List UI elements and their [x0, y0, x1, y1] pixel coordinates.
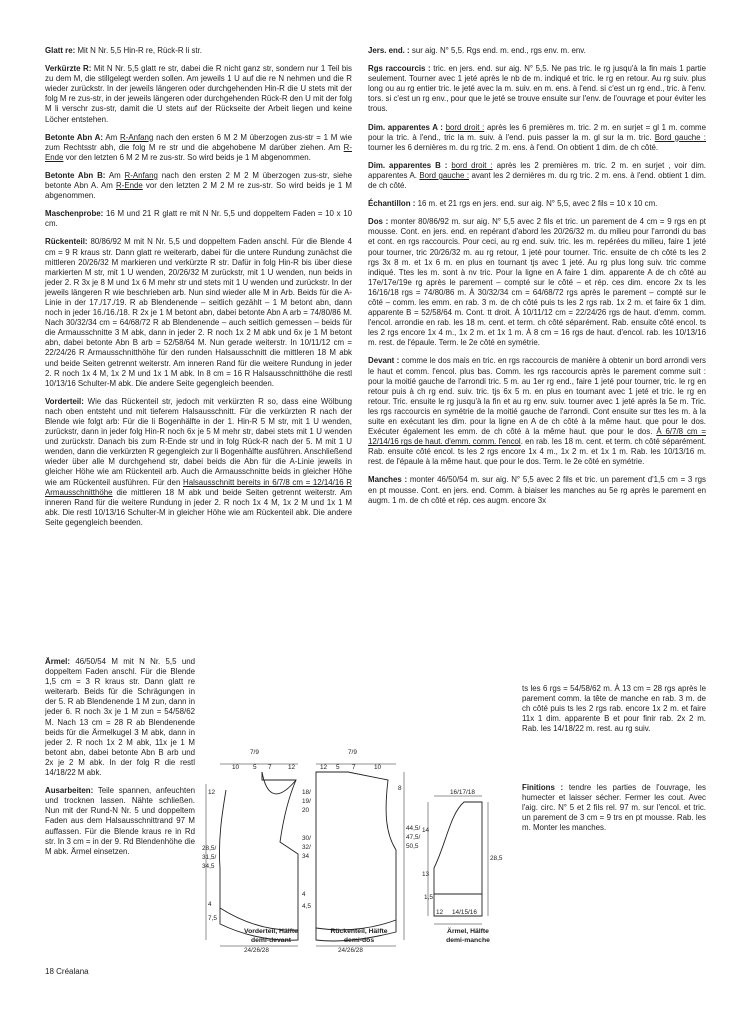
back-caption-block: Rückenteil, Hälfte demi-dos [330, 928, 388, 944]
svg-text:14: 14 [422, 827, 430, 834]
jers-paragraph: Jers. end. : sur aig. N° 5,5. Rgs end. m. end., rgs env. m. env. [368, 46, 586, 55]
french-column [368, 46, 706, 514]
rgs-raccourcis-paragraph: Rgs raccourcis : tric. en jers. end. sur aig. N° 5,5. Ne pas tric. le rg jusqu'à la fin mais 1 partie seulement. Tourner avec 1 jeté après le nb de m. indiqué et tric. le rg en retour. Au rg suiv. plus long ou au rg entier tric. le jeté avec la m. suiv. en m. ens. à l'end. si c'est un rg end., tric. à l'env. tors. si c'est un rg env., pour que le jeté se trouve ensuite sur l'env. de l'ouvrage et pour éviter les trous. [368, 64, 706, 114]
german-column [45, 46, 352, 536]
svg-text:10: 10 [232, 764, 240, 771]
svg-text:7: 7 [268, 764, 272, 771]
svg-text:28,5/: 28,5/ [202, 845, 217, 852]
devant-paragraph: Devant : comme le dos mais en tric. en rgs raccourcis de manière à obtenir un bord arrondi vers le haut et comm. l'encol. plus bas. Comm. les rgs raccourcis après le parement comme suit : pour la moitié gauche de l'arrondi tric. 5 m. au 1er rg end., faire 1 jeté pour tourner, tric. le rg en retour puis à ch rg end. suiv. tric. tjs 6x 5 m. en plus en tournant avec 1 jeté et tric. le rg en retour. Tric. ensuite le rg jusqu'à la fin et au rg env. suiv. tourner avec 1 jeté après la 5e m. Tric. les rgs raccourcis en symétrie de la moitié gauche de l'arrondi. Cont ensuite sur ttes les m. à la suite en exécutant les dim. pour la ligne en A de ch côté à la même haut. que pour le dos. Exécuter également les emm. de ch côté à la même haut. que pour le dos. À 6/7/8 cm = 12/14/16 rgs de haut. d'emm. comm. l'encol. en rab. les 18 m. cent. et term. ch côté séparément. Rab. ensuite côté encol. ts les 2 rgs encore 1x 4 m., 1x 2 m. et 1x 1 m. Rab. les 10/13/16 m. rest. de l'épaule à la même haut. que pour le dos. Term. le 2e côté en symétrie. [368, 356, 706, 467]
svg-text:28,5: 28,5 [490, 855, 503, 862]
svg-text:32/: 32/ [302, 844, 311, 851]
svg-text:8: 8 [398, 785, 402, 792]
svg-text:7: 7 [352, 764, 356, 771]
svg-text:13: 13 [422, 871, 430, 878]
svg-text:20: 20 [302, 807, 310, 814]
svg-text:4,5: 4,5 [302, 903, 311, 910]
maschenprobe-paragraph: Maschenprobe: 16 M und 21 R glatt re mit N Nr. 5,5 und doppeltem Faden = 10 x 10 cm. [45, 209, 352, 229]
armel-paragraph: Ärmel: 46/50/54 M mit N Nr. 5,5 und doppeltem Faden anschl. Für die Blende 1,5 cm = 3 R kraus str. Dann glatt re weiterarb. Beids für die Schrägungen in der 5. R ab Blendenende 1 M zun, dann in jeder 6. R noch 3x je 1 M zun = 54/58/62 M. Nach 13 cm = 28 R ab Blendenende beids für die Ärmelkugel 3 M abk, dann in jeder 2. R noch 1x 2 M abk, 11x je 1 M betont abn, dabei betonte Abn B arb und 2x je 2 M abk. In der folg R die restl 14/18/22 M abk. [45, 657, 195, 778]
sleeve-top-label: 16/17/18 [450, 789, 475, 796]
echantillon-paragraph: Échantillon : 16 m. et 21 rgs en jers. end. sur aig. N° 5,5, avec 2 fils = 10 x 10 cm. [368, 199, 658, 209]
svg-text:44,5/: 44,5/ [406, 825, 421, 832]
back-top-label: 7/9 [348, 749, 357, 756]
svg-text:5: 5 [336, 764, 340, 771]
svg-text:12: 12 [288, 764, 296, 771]
manches-paragraph: Manches : monter 46/50/54 m. sur aig. N° 5,5 avec 2 fils et tric. un parement d'1,5 cm = 3 rgs en pt mousse. Cont. en jers. end. Comm. à biaiser les manches au 5e rg après le parement en augm. 1 m. de ch côté et rép. ces augm. encore 3x [368, 475, 706, 505]
pattern-schematic [198, 744, 523, 959]
ruckenteil-paragraph: Rückenteil: 80/86/92 M mit N Nr. 5,5 und doppeltem Faden anschl. Für die Blende 4 cm = 9 R kraus str. Dann glatt re weiterarb, dabei für die untere Rundung zunächst die mittleren 20/26/32 M markieren und verkürzte R str. Dafür in folg Hin-R bis über diese markierten M str, mit 1 U wenden, 20/26/32 M zurückstr, mit 1 U wenden, nun beids in jeder 2. R 3x je 8 M und 1x 6 M mehr str und stets mit 1 U wenden und zurückstr. In der jeweils längeren R wie beschrieben arb. Nun sind wieder alle M in Arb. Beids für die A-Linie in der 17./17./19. R ab Blendenende – seitlich gezählt – 1 M betont abn, dann noch in jeder 16./16./18. R 2x je 1 M betont abn, dabei betonte Abn A arb = 74/80/86 M. Nach 30/32/34 cm = 64/68/72 R ab Blendenende – auch seitlich gemessen – beids für die Armausschnitte 3 M abk, dann in jeder 2. R noch 1x 2 M abk und 6x je 1 M betont abn, dabei betonte Abn B arb = 52/58/64 M. Nun gerade weiterstr. In 10/11/12 cm = 22/24/26 R Armausschnitthöhe für den runden Halsausschnitt die mittleren 18 M abk und beide Seiten getrennt weiterstr. Am inneren Rand für die weitere Rundung in jeder 2. R noch 1x 4 M, 1x 2 M und 1x 1 M abk. In 8 cm = 16 R Halsausschnitthöhe die restl 10/13/16 Schulter-M abk. Die andere Seite gegengleich beenden. [45, 237, 352, 388]
svg-text:5: 5 [253, 764, 257, 771]
svg-text:24/26/28: 24/26/28 [244, 947, 269, 954]
svg-text:19/: 19/ [302, 798, 311, 805]
finitions-paragraph: Finitions : tendre les parties de l'ouvrage, les humecter et laisser sécher. Fermer les cout. Avec l'aig. circ. N° 5 et 2 fils rel. 97 m. sur l'encol. et tric. un parement de 3 cm = 9 trs en pt mousse. Rab. les m. Monter les manches. [522, 783, 707, 833]
svg-text:24/26/28: 24/26/28 [338, 947, 363, 954]
svg-text:50,5: 50,5 [406, 843, 419, 850]
svg-text:31,5/: 31,5/ [202, 854, 217, 861]
dim-a-paragraph: Dim. apparentes A : bord droit : après les 6 premières m. tric. 2 m. en surjet = gl 1 m. comme pour la tric. à l'end., tric la m. suiv. à l'end. puis passer la m. gl sur la m. tric. Bord gauche : tourner les 6 dernières m. du rg tric. 2 m. ens. à l'end. On obtient 1 dim. de ch côté. [368, 122, 707, 152]
svg-text:10: 10 [374, 764, 382, 771]
svg-text:12: 12 [320, 764, 328, 771]
sleeve-caption-block: Ärmel, Hälfte demi-manche [446, 928, 490, 944]
dos-paragraph: Dos : monter 80/86/92 m. sur aig. N° 5,5 avec 2 fils et tric. un parement de 4 cm = 9 rgs en pt mousse. Cont. en jers. end. en repérant d'abord les 20/26/32 m. du milieu pour l'arrondi du bas et cont. en rgs raccourcis. Pour ceci, au rg end. suiv. tric. les m. repérées du milieu, faire 1 jeté pour tourner, tric 20/26/32 m. au rg retour, 1 jeté pour tourner. Tric. ensuite de ch côté ts les 2 rgs 3x 8 m. et 1x 6 m. en plus en tournant tjs avec 1 jeté. Au rg plus long suiv. tric comme indiqué. Ttes les m. sont à nv tric. Pour la ligne en A faire 1 dim. apparente A de ch côté au 17e/17e/19e rg après le parement – compté sur le côté – et rép. ces dim. encore 2x ts les 16/16/18 rgs = 74/80/86 m. À 30/32/34 cm = 64/68/72 rgs après le parement – compté sur le côté – comm. les emm. en rab. 3 m. de ch côté puis ts les 2 rgs rab. 1x 2 m. et faire 6x 1 dim. apparente B = 52/58/64 m. Cont. tt droit. À 10/11/12 cm = 22/24/26 rgs de haut. d'emm. comm. l'encol. arrondie en rab. les 18 m. cent. et term. ch côté séparément. Rab. ensuite côté encol. ts les 2 rgs encore 1x 4 m., 1x 2 m. et 1x 1 m. À 8 cm = 16 rgs de haut. d'encol. rab. les 10/13/16 m. rest. de l'épaule. Term. le 2e côté en symétrie. [368, 217, 706, 348]
svg-text:12: 12 [208, 789, 216, 796]
sleeve-half-outline [434, 802, 482, 916]
svg-text:18/: 18/ [302, 789, 311, 796]
front-hem-curve [220, 908, 298, 930]
svg-text:12: 12 [436, 909, 444, 916]
glatt-paragraph: Glatt re: Mit N Nr. 5,5 Hin-R re, Rück-R li str. [45, 46, 202, 55]
page-footer: 18 Créalana [45, 967, 89, 976]
front-top-label: 7/9 [250, 749, 259, 756]
svg-text:34: 34 [302, 853, 310, 860]
front-neckline [262, 772, 296, 794]
armel-ausarbeiten-column [45, 657, 195, 865]
svg-text:4: 4 [302, 891, 306, 898]
svg-text:1,5: 1,5 [424, 894, 433, 901]
back-half-outline [316, 772, 396, 941]
ausarbeiten-paragraph: Ausarbeiten: Teile spannen, anfeuchten und trocknen lassen. Nähte schließen. Nun mit der Rund-N Nr. 5 und doppeltem Faden aus dem Halsausschnittrand 97 M auffassen. Für die Blende kraus re in Rd str. In 3 cm = in der 9. Rd Blendenhöhe die M abk. Ärmel einsetzen. [45, 786, 195, 856]
dim-b-paragraph: Dim. apparentes B : bord droit : après les 2 premières m. tric. 2 m. en surjet , voir dim. apparentes A. Bord gauche : avant les 2 dernières m. du rg tric. 2 m. ens. à l'end. obtient 1 dim. de ch côté. [368, 160, 706, 191]
svg-text:47,5/: 47,5/ [406, 834, 421, 841]
svg-text:4: 4 [208, 901, 212, 908]
manches-continued: ts les 6 rgs = 54/58/62 m. À 13 cm = 28 rgs après le parement comm. la tête de manche en rab. 3 m. de ch côté puis ts les 2 rgs rab. encore 1x 2 m. et faire 11x 1 dim. apparente B et pour finir rab. 2x 2 m. Rab. les 14/18/22 m. rest. au rg suiv. [522, 684, 706, 734]
svg-text:7,5: 7,5 [208, 915, 217, 922]
verkurzte-paragraph: Verkürzte R: Mit N Nr. 5,5 glatt re str, dabei die R nicht ganz str, sondern nur 1 Teil bis zu dem M, die stillgelegt werden sollen. Am jeweils 1 U auf die re N nehmen und die R wieder zurückstr. In der jeweils längeren oder durchgehenden Hin-R die U stets mit der folg M re zus-str, in der jeweils längeren oder durchgehenden Rück-R den U mit der folg M li verschr zus-str, damit die U stets auf der Rückseite der Arbeit liegen und keine Löcher entstehen. [45, 64, 353, 124]
svg-text:34,5: 34,5 [202, 863, 215, 870]
abn-a-paragraph: Betonte Abn A: Am R-Anfang nach den ersten 6 M 2 M überzogen zus-str = 1 M wie zum Rechtsstr abh, die folg M re str und die abgehobene M darüber ziehen. Am R-Ende vor den letzten 6 M 2 M re zus-str. So wird beids je 1 M abgenommen. [45, 132, 352, 162]
abn-b-paragraph: Betonte Abn B: Am R-Anfang nach den ersten 2 M 2 M überzogen zus-str, siehe betonte Abn A. Am R-Ende vor den letzten 2 M 2 M re zus-str. So wird beids je 1 M abgenommen. [45, 170, 352, 201]
svg-text:30/: 30/ [302, 835, 311, 842]
vorderteil-paragraph: Vorderteil: Wie das Rückenteil str, jedoch mit verkürzten R so, dass eine Wölbung nach oben entsteht und mit tieferem Halsausschnitt. Für die verkürzten R nach der Blende wie folgt arb: Für die li Bogenhälfte in der 1. Hin-R 5 M str, mit 1 U wenden, zurückstr, dann in jeder folg Hin-R noch 6x je 5 M mehr str, dabei stets mit 1 U wenden und zurückstr. Danach bis zum R-Ende str und in folg Rück-R nach der 5. M mit 1 U wenden, dann die verkürzten R gegengleich zur li Bogenhälfte ausführen. Anschließend wieder über alle M durchgehend str, dabei beids die Abn für die A-Linie jeweils in gleicher Höhe wie am Rückenteil arb. Auch die Armausschnitte beids in gleicher Höhe wie am Rückenteil ausführen. Für den Halsausschnitt bereits in 6/7/8 cm = 12/14/16 R Armausschnitthöhe die mittleren 18 M abk und beide Seiten getrennt weiterstr. Am inneren Rand für die weitere Rundung in jeder 2. R noch 1x 4 M, 1x 2 M und 1x 1 M abk. Die restl 10/13/16 Schulter-M in gleicher Höhe wie am Rückenteil abk. Die andere Seite gegengleich beenden. [45, 396, 352, 527]
front-caption-block: Vorderteil, Hälfte demi-devant [244, 928, 298, 944]
svg-text:14/15/16: 14/15/16 [452, 909, 477, 916]
